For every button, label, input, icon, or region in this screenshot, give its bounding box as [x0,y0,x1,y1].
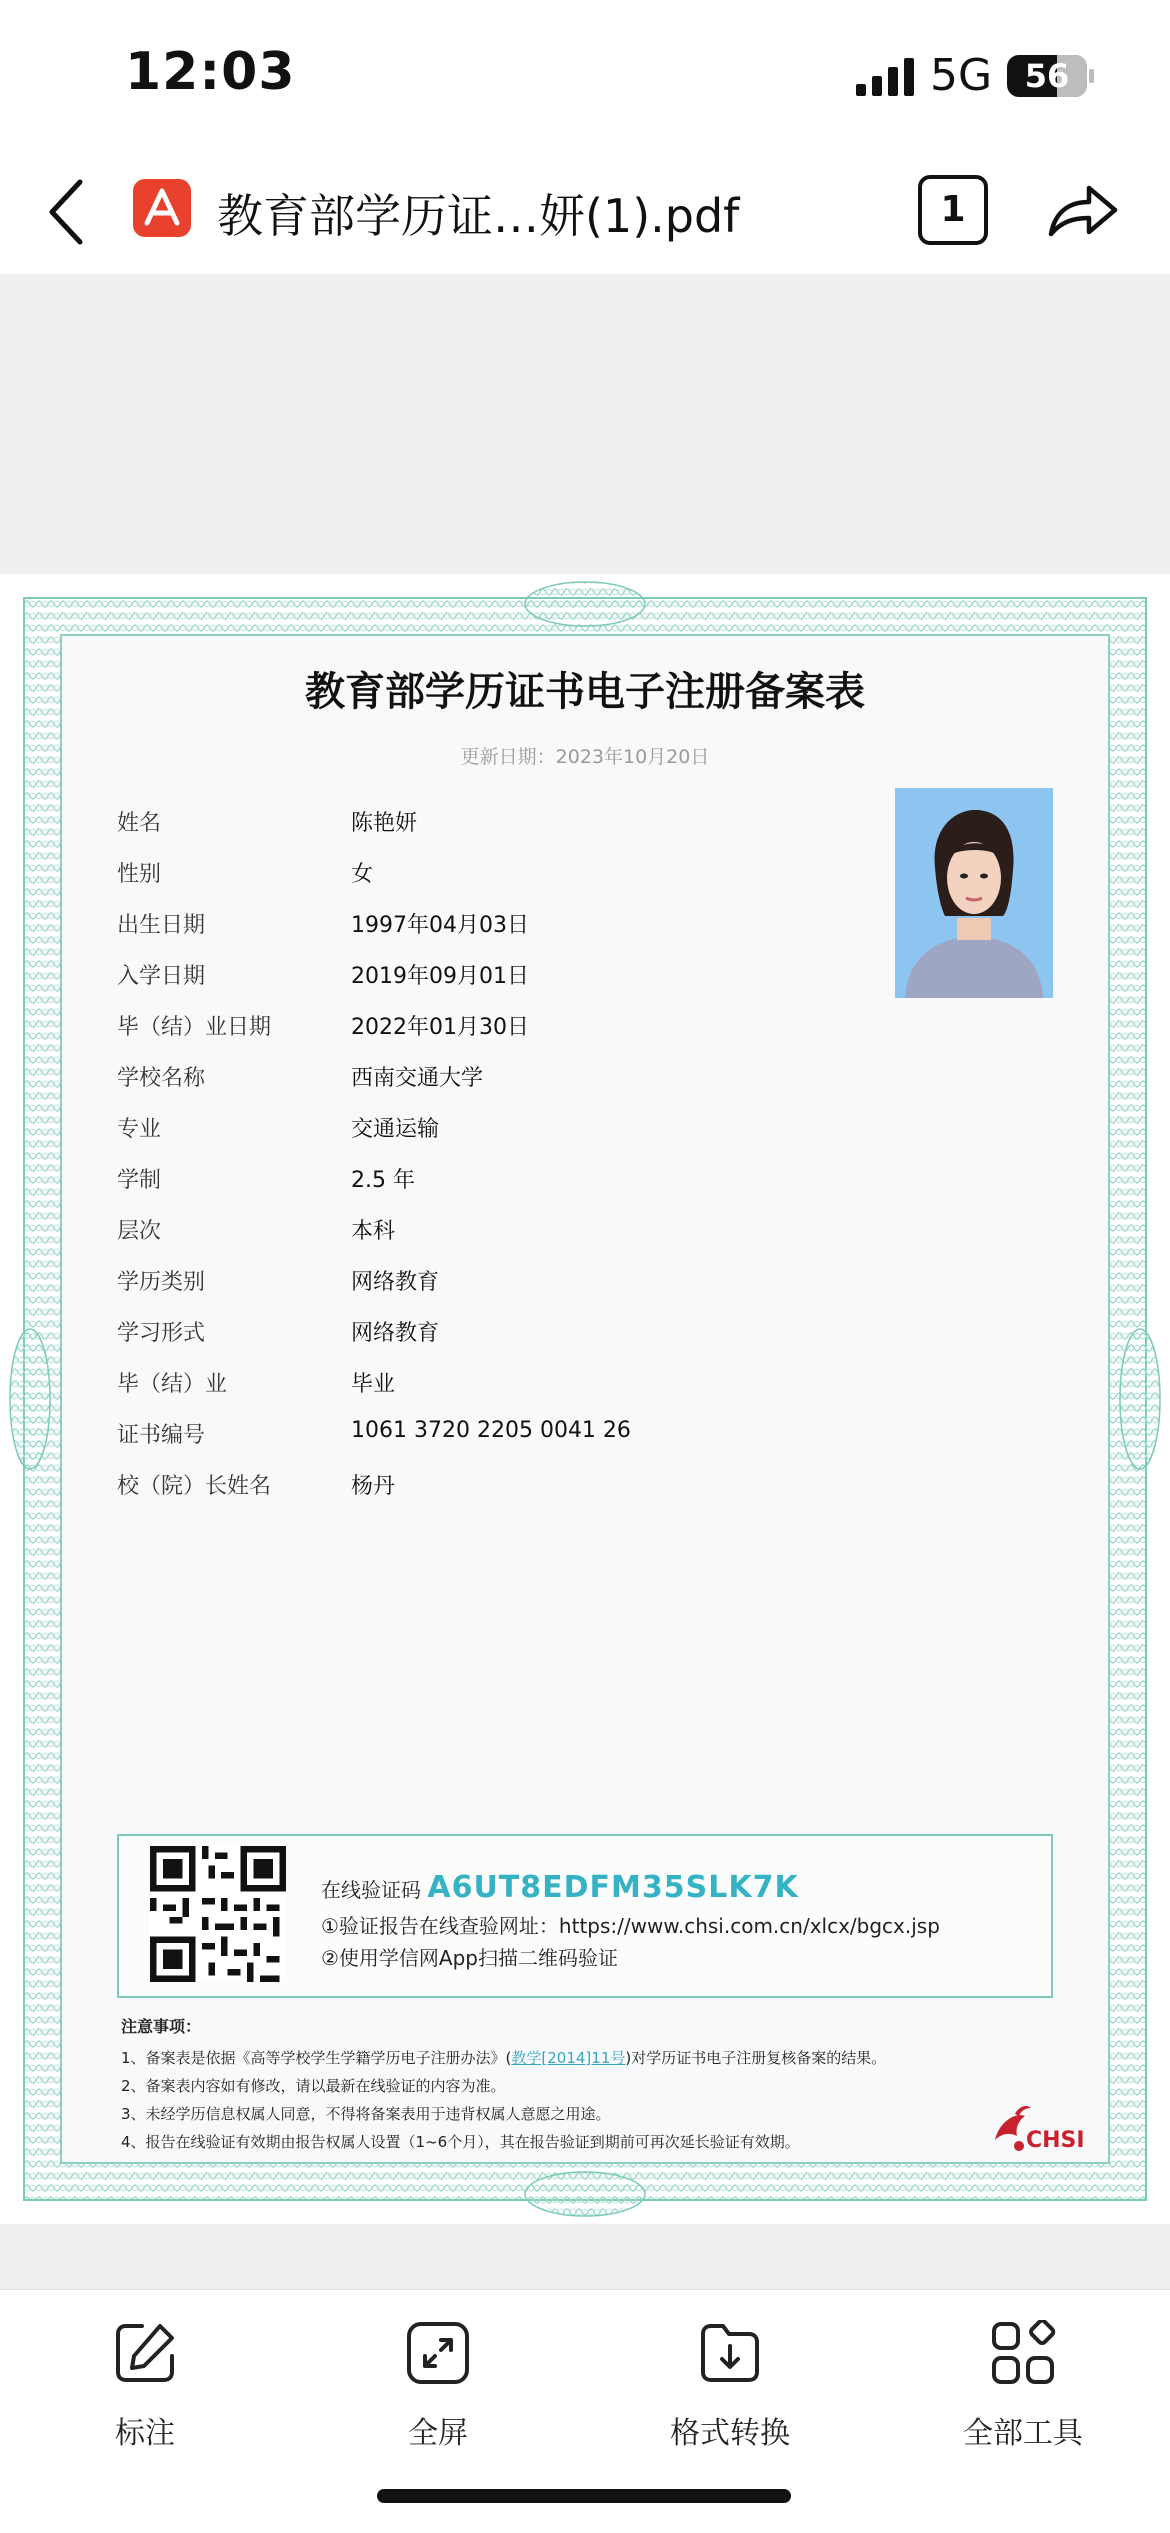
field-row [117,1163,717,1214]
field-row [117,1061,717,1112]
field-row [117,908,717,959]
field-row [117,1367,717,1418]
page-indicator-button[interactable]: 1 [918,175,988,245]
verify-code: A6UT8EDFM35SLK7K [427,1870,799,1905]
field-label: 毕（结）业日期 [117,1015,272,1040]
home-indicator[interactable] [377,2489,791,2503]
field-row [117,959,717,1010]
field-value: 毕业 [351,1372,396,1397]
field-label: 性别 [117,862,162,887]
field-value: 交通运输 [351,1117,440,1142]
fullscreen-button[interactable] [338,2320,538,2470]
field-label: 姓名 [117,811,162,836]
field-row [117,806,717,857]
file-title: 教育部学历证…妍(1).pdf [217,189,740,243]
field-row [117,1418,717,1469]
folder-download-icon [697,2320,763,2386]
field-label: 出生日期 [117,913,206,938]
field-value: 网络教育 [351,1270,440,1295]
network-type: 5G [930,50,993,101]
convert-label: 格式转换 [670,2416,790,2451]
field-value: 西南交通大学 [351,1066,484,1091]
field-row [117,1265,717,1316]
field-row [117,1112,717,1163]
verify-app-text: ②使用学信网App扫描二维码验证 [321,1946,619,1970]
qr-code[interactable] [150,1846,286,1982]
back-icon[interactable] [40,172,100,252]
status-bar [0,0,1170,150]
field-row [117,1469,717,1520]
field-label: 学制 [117,1168,162,1193]
notes-heading: 注意事项： [121,2017,202,2036]
convert-button[interactable] [630,2320,830,2470]
battery-level: 56 [1024,57,1070,95]
fullscreen-icon [405,2320,471,2386]
note-item: 3、未经学历信息权属人同意，不得将备案表用于违背权属人意愿之用途。 [121,2105,611,2123]
annotate-label: 标注 [115,2416,175,2451]
nav-bar [0,150,1170,274]
verify-url-text: ①验证报告在线查验网址：https://www.chsi.com.cn/xlcx/bgcx.jsp [321,1914,940,1938]
all-tools-label: 全部工具 [963,2416,1083,2451]
status-time: 12:03 [125,42,296,102]
update-date: 更新日期：2023年10月20日 [460,746,710,768]
grid-icon [990,2320,1056,2386]
field-value: 2019年09月01日 [351,964,529,989]
note-item: 2、备案表内容如有修改，请以最新在线验证的内容为准。 [121,2077,506,2095]
note-item: 1、备案表是依据《高等学校学生学籍学历电子注册办法》(教学[2014]11号)对学历证书电子注册复核备案的结果。 [121,2049,887,2067]
field-value: 陈艳妍 [351,811,418,836]
field-label: 学习形式 [117,1321,206,1346]
verify-code-label: 在线验证码 [321,1878,421,1902]
all-tools-button[interactable] [923,2320,1123,2470]
field-value: 2.5 年 [351,1168,415,1193]
signal-icon [856,58,916,96]
annotate-button[interactable] [45,2320,245,2470]
note-item: 4、报告在线验证有效期由报告权属人设置（1~6个月），其在报告验证到期前可再次延长验证有效期。 [121,2133,800,2151]
field-value: 网络教育 [351,1321,440,1346]
field-label: 学历类别 [117,1270,206,1295]
fullscreen-label: 全屏 [408,2416,468,2451]
field-label: 校（院）长姓名 [117,1474,272,1499]
field-label: 学校名称 [117,1066,206,1091]
field-label: 专业 [117,1117,162,1142]
verify-code-line [321,1870,799,1905]
share-icon[interactable] [1045,174,1123,244]
notes-section [121,2014,1001,2159]
field-row [117,857,717,908]
field-value: 杨丹 [351,1474,396,1499]
field-label: 证书编号 [117,1423,206,1448]
field-value: 女 [351,862,374,887]
pdf-file-icon [133,179,191,237]
id-photo [895,788,1053,998]
annotate-icon [112,2320,178,2386]
field-row [117,1214,717,1265]
field-value: 本科 [351,1219,396,1244]
battery-icon [1007,55,1087,97]
document-title: 教育部学历证书电子注册备案表 [305,669,865,715]
field-value: 1997年04月03日 [351,913,529,938]
field-row [117,1316,717,1367]
field-value: 2022年01月30日 [351,1015,529,1040]
field-label: 层次 [117,1219,162,1244]
field-row [117,1010,717,1061]
regulation-link[interactable]: 教学[2014]11号 [511,2049,626,2067]
field-label: 毕（结）业 [117,1372,228,1397]
field-value: 1061 3720 2205 0041 26 [351,1418,631,1443]
field-label: 入学日期 [117,964,206,989]
chsi-logo-text: CHSI [1026,2128,1085,2153]
